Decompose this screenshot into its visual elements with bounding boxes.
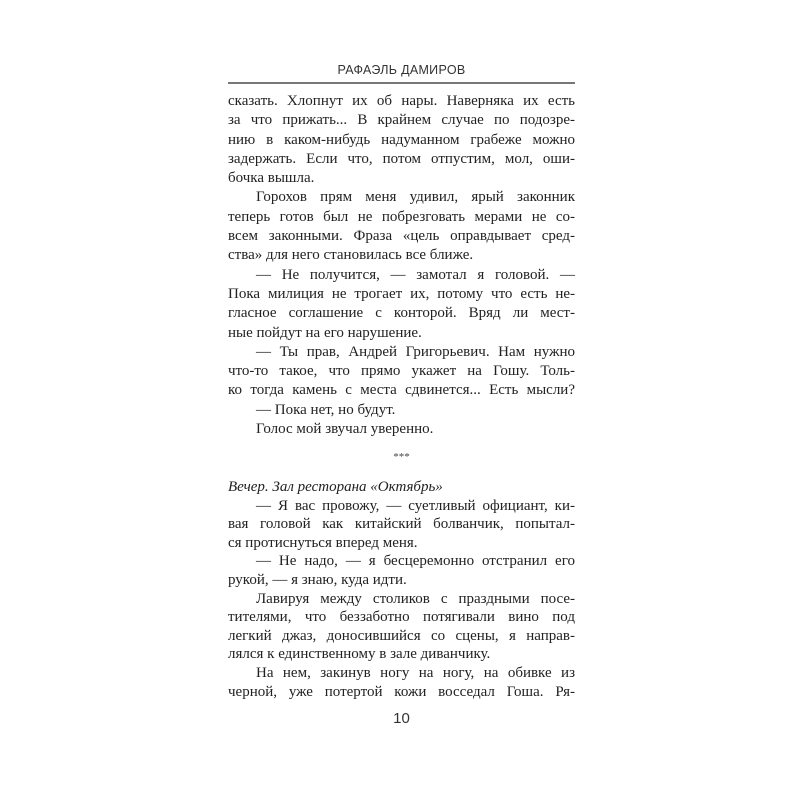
body-text-section-1 [228,92,575,439]
text-line: вая головой как китайский болванчик, попытал- [228,516,575,533]
text-line: лялся к единственному в зале диванчику. [228,646,491,663]
text-line: Пока милиция не трогает их, потому что есть не- [228,285,575,302]
header-rule [228,82,575,84]
running-header: РАФАЭЛЬ ДАМИРОВ [337,63,466,77]
text-line: ко тогда камень с места сдвинется... Есть мысли? [228,382,575,399]
text-line: ся протиснуться вперед меня. [228,534,418,551]
text-line: ства» для него становилась все ближе. [228,247,474,264]
text-line: нию в каком-нибудь надуманном грабеже можно [228,131,575,148]
text-line: сказать. Хлопнут их об нары. Наверняка их есть [228,93,575,109]
text-line: — Я вас провожу, — суетливый официант, ки- [256,497,575,514]
text-line: гласное соглашение с конторой. Вряд ли мест- [228,305,575,322]
scene-subheading: Вечер. Зал ресторана «Октябрь» [228,479,443,495]
text-line: черной, уже потертой кожи восседал Гоша. Ря- [228,683,575,700]
text-line: Голос мой звучал уверенно. [256,421,434,438]
text-line: всем законными. Фраза «цель оправдывает сред- [228,228,575,245]
page-number: 10 [393,710,410,727]
text-line: — Не получится, — замотал я головой. — [256,266,575,283]
text-line: — Пока нет, но будут. [256,401,396,418]
body-text-section-2 [228,497,575,702]
text-line: бочка вышла. [228,170,315,187]
text-line: задержать. Если что, потом отпустим, мол, оши- [228,150,575,167]
text-line: что-то такое, что прямо укажет на Гошу. Толь- [228,363,575,380]
text-line: теперь готов был не побрезговать мерами не со- [228,208,575,225]
text-line: — Ты прав, Андрей Григорьевич. Нам нужно [256,343,575,360]
text-line: тителями, что беззаботно потягивали вино под [228,609,575,626]
text-line: — Не надо, — я бесцеремонно отстранил его [256,553,575,570]
body-text-section-2-wrapper [228,478,575,701]
text-line: за что прижать... В крайнем случае по подозре- [228,112,575,129]
text-line: легкий джаз, доносившийся со сцены, я направ- [228,627,575,644]
text-line: рукой, — я знаю, куда идти. [228,571,407,588]
text-line: ные пойдут на его нарушение. [228,324,422,341]
section-separator: *** [393,451,410,463]
text-line: На нем, закинув ногу на ногу, на обивке из [256,664,575,681]
text-line: Лавируя между столиков с праздными посе- [256,590,575,607]
text-line: Горохов прям меня удивил, ярый законник [256,189,575,206]
